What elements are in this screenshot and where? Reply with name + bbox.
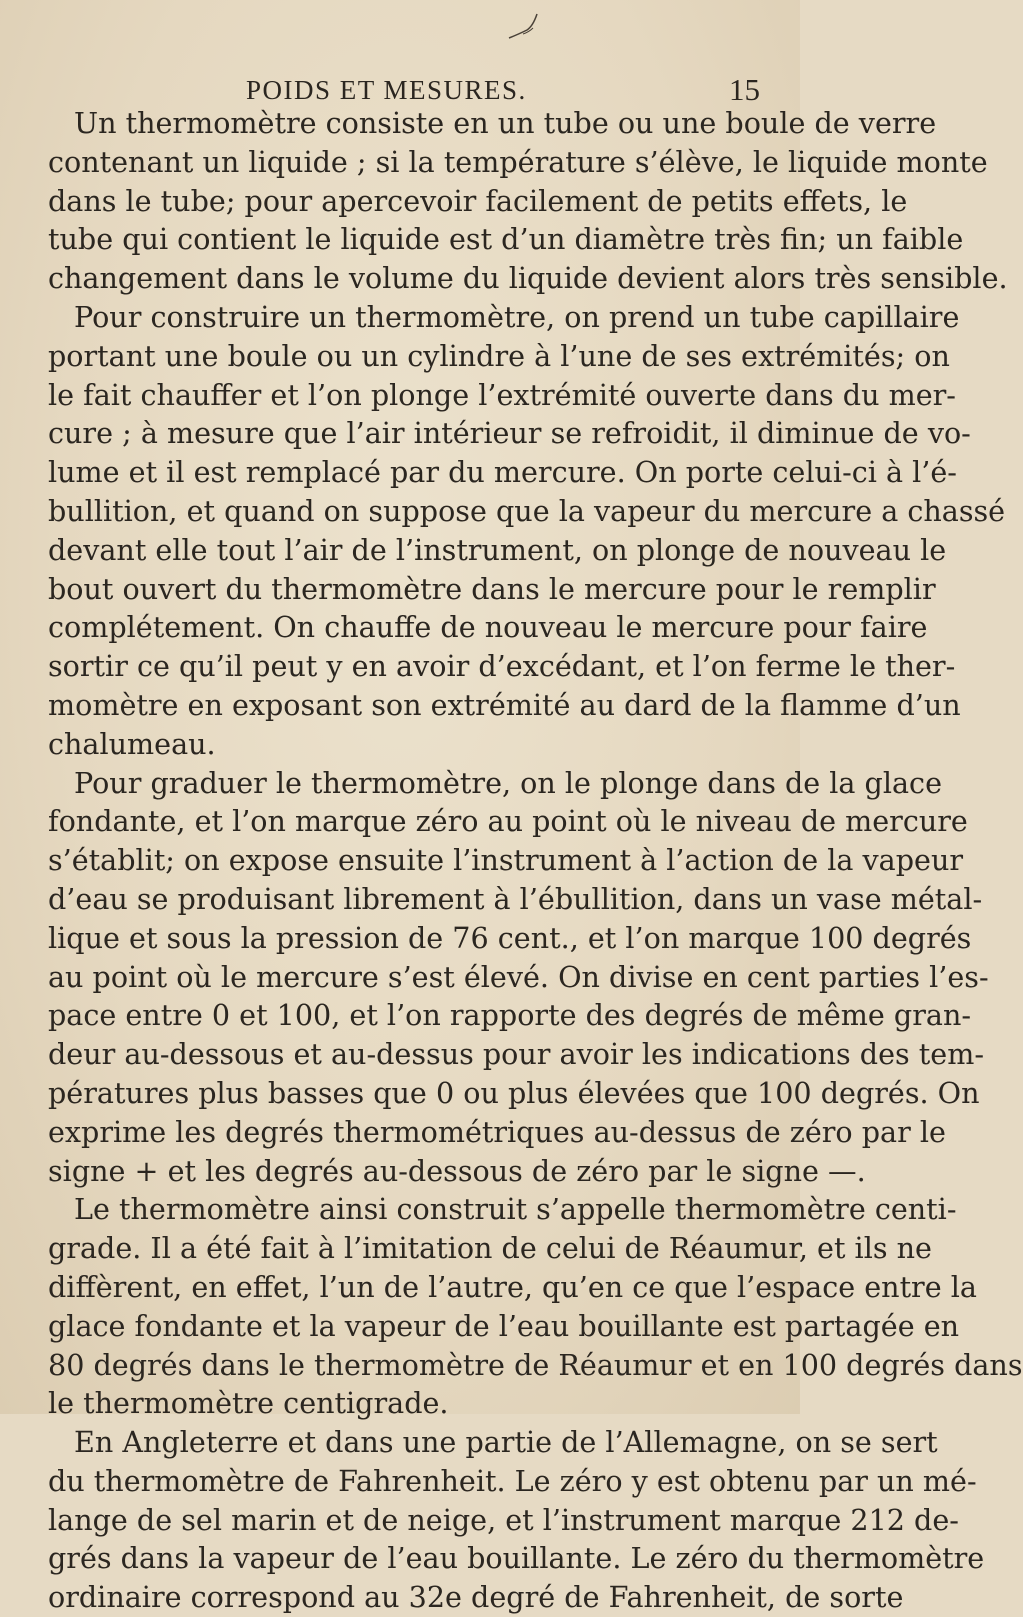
text-line: contenant un liquide ; si la température s’élève, le liquide monte [48,144,988,179]
text-line: du thermomètre de Fahrenheit. Le zéro y est obtenu par un mé- [48,1463,977,1498]
text-line: En Angleterre et dans une partie de l’Allemagne, on se sert [74,1425,938,1460]
text-line: tube qui contient le liquide est d’un diamètre très fin; un faible [48,222,964,257]
text-line: complétement. On chauffe de nouveau le mercure pour faire [48,610,928,645]
text-line: devant elle tout l’air de l’instrument, on plonge de nouveau le [48,532,947,567]
text-line: changement dans le volume du liquide devient alors très sensible. [48,261,1008,296]
text-line: signe + et les degrés au-dessous de zéro par le signe —. [48,1153,866,1188]
text-line: chalumeau. [48,726,216,761]
text-line: glace fondante et la vapeur de l’eau bouillante est partagée en [48,1308,960,1343]
text-line: exprime les degrés thermométriques au-dessus de zéro par le [48,1114,946,1149]
text-line: deur au-dessous et au-dessus pour avoir les indications des tem- [48,1037,984,1072]
text-line: cure ; à mesure que l’air intérieur se refroidit, il diminue de vo- [48,416,971,451]
text-line: le thermomètre centigrade. [48,1386,449,1421]
body-text [48,104,1023,1617]
text-line: sortir ce qu’il peut y en avoir d’excédant, et l’on ferme le ther- [48,649,956,684]
text-line: grade. Il a été fait à l’imitation de celui de Réaumur, et ils ne [48,1231,932,1266]
text-line: momètre en exposant son extrémité au dard de la flamme d’un [48,687,961,722]
text-line: lume et il est remplacé par du mercure. On porte celui-ci à l’é- [48,455,957,490]
text-line: le fait chauffer et l’on plonge l’extrémité ouverte dans du mer- [48,377,956,412]
text-line: lique et sous la pression de 76 cent., et l’on marque 100 degrés [48,920,972,955]
text-line: diffèrent, en effet, l’un de l’autre, qu’en ce que l’espace entre la [48,1269,977,1304]
text-line: portant une boule ou un cylindre à l’une de ses extrémités; on [48,338,950,373]
text-line: pace entre 0 et 100, et l’on rapporte des degrés de même gran- [48,998,972,1033]
running-title: POIDS ET MESURES. [246,75,527,105]
text-line: s’établit; on expose ensuite l’instrument à l’action de la vapeur [48,843,964,878]
text-line: fondante, et l’on marque zéro au point où le niveau de mercure [48,804,968,839]
page-header [48,72,760,108]
ink-mark [505,8,541,44]
page-number: 15 [729,72,760,107]
text-line: ordinaire correspond au 32e degré de Fahrenheit, de sorte [48,1580,904,1615]
text-line: d’eau se produisant librement à l’ébullition, dans un vase métal- [48,881,983,916]
text-line: pératures plus basses que 0 ou plus élevées que 100 degrés. On [48,1075,980,1110]
text-line: Pour construire un thermomètre, on prend un tube capillaire [74,299,960,334]
text-line: Le thermomètre ainsi construit s’appelle thermomètre centi- [74,1192,957,1227]
text-line: bullition, et quand on suppose que la vapeur du mercure a chassé [48,493,1006,528]
text-line: bout ouvert du thermomètre dans le mercure pour le remplir [48,571,936,606]
text-line: Pour graduer le thermomètre, on le plonge dans de la glace [74,765,942,800]
text-line: 80 degrés dans le thermomètre de Réaumur et en 100 degrés dans [48,1347,1023,1382]
text-line: au point où le mercure s’est élevé. On divise en cent parties l’es- [48,959,989,994]
text-line: Un thermomètre consiste en un tube ou une boule de verre [74,106,937,140]
text-line: dans le tube; pour apercevoir facilement de petits effets, le [48,183,908,218]
text-line: lange de sel marin et de neige, et l’instrument marque 212 de- [48,1502,959,1537]
text-line: grés dans la vapeur de l’eau bouillante. Le zéro du thermomètre [48,1541,985,1576]
